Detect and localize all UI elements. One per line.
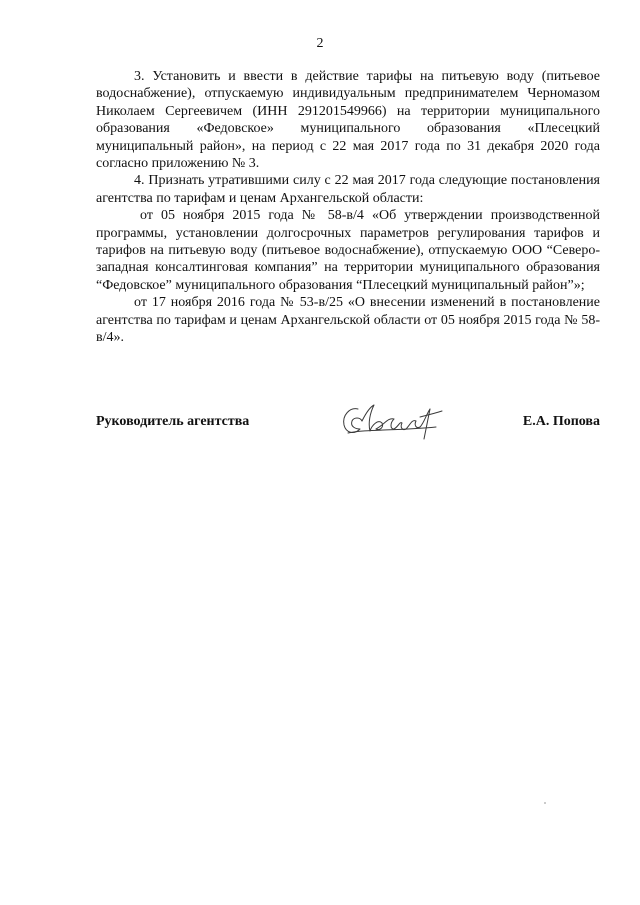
paragraph-4: 4. Признать утратившими силу с 22 мая 2017 года следующие постановления агентства по тарифам и ценам Архангельской области: bbox=[96, 173, 600, 206]
handwritten-signature bbox=[336, 399, 448, 447]
signature-block bbox=[96, 405, 600, 445]
scan-artifact bbox=[544, 802, 546, 804]
signatory-name: Е.А. Попова bbox=[522, 414, 600, 429]
paragraph-4-item-1: от 05 ноября 2015 года № 58-в/4 «Об утверждении производственной программы, установлении долгосрочных параметров регулирования тарифов и тарифов на питьевую воду (питьевое водоснабжение), отпускаемую ООО “Северо-западная консалтинговая компания” на территории муниципального образования “Федовское” муниципального образования “Плесецкий муниципальный район”»; bbox=[96, 208, 600, 293]
document-body bbox=[96, 68, 600, 347]
paragraph-4-item-2: от 17 ноября 2016 года № 53-в/25 «О внесении изменений в постановление агентства по тарифам и ценам Архангельской области от 05 ноября 2015 года № 58-в/4». bbox=[96, 295, 600, 346]
paragraph-3: 3. Установить и ввести в действие тарифы на питьевую воду (питьевое водоснабжение), отпускаемую индивидуальным предпринимателем Черномазом Николаем Сергеевичем (ИНН 291201549966) на территории муниципального образования «Федовское» муниципального образования «Плесецкий муниципальный район», на период с 22 мая 2017 года по 31 декабря 2020 года согласно приложению № 3. bbox=[96, 69, 600, 172]
signatory-title: Руководитель агентства bbox=[96, 414, 250, 429]
page-number: 2 bbox=[316, 36, 324, 51]
